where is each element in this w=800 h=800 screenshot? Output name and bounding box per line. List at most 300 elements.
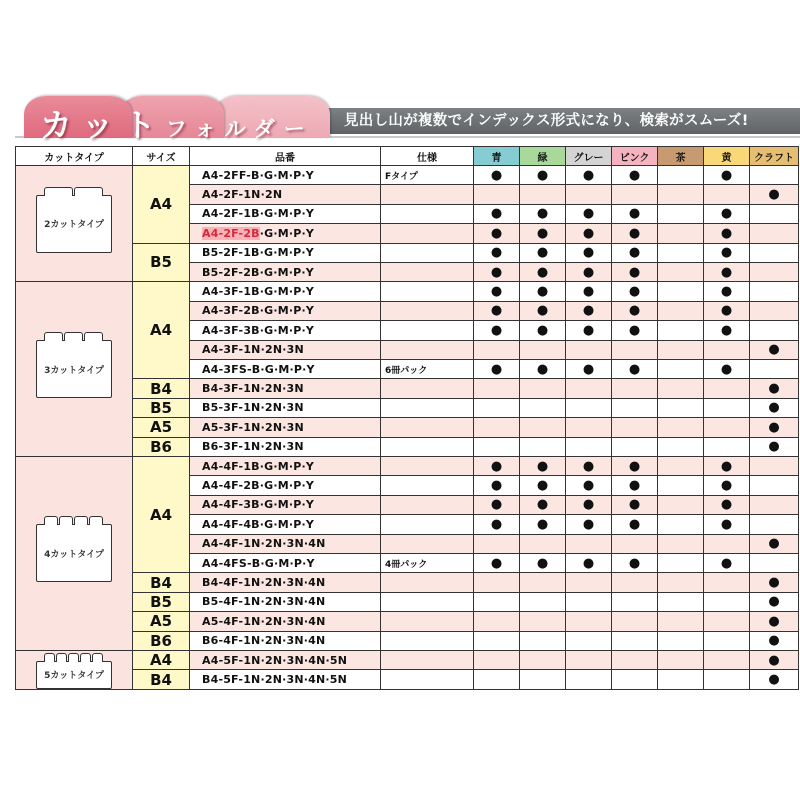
section-title-small: フォルダー <box>165 117 314 141</box>
table-row <box>190 379 799 398</box>
product-code-cell <box>190 573 381 592</box>
availability-blue <box>474 185 520 204</box>
table-row <box>190 282 799 301</box>
availability-kraft <box>750 360 799 379</box>
available-dot-icon: ● <box>720 206 733 222</box>
availability-green <box>520 632 566 651</box>
availability-pink <box>612 593 658 612</box>
folder-tab-icon <box>56 653 67 662</box>
available-dot-icon: ● <box>536 322 549 338</box>
availability-blue <box>474 360 520 379</box>
availability-yellow <box>704 321 750 340</box>
availability-blue <box>474 632 520 651</box>
product-code: A4-3F-2B·G·M·P·Y <box>202 304 315 318</box>
availability-yellow <box>704 166 750 185</box>
product-code-cell <box>190 438 381 457</box>
available-dot-icon: ● <box>628 322 641 338</box>
available-dot-icon: ● <box>582 458 595 474</box>
availability-green <box>520 379 566 398</box>
tagline: 見出し山が複数でインデックス形式になり、検索がスムーズ! <box>344 113 749 129</box>
availability-pink <box>612 418 658 437</box>
spec-cell <box>381 244 474 263</box>
availability-brown <box>658 457 704 476</box>
cut-type-label: 5カットタイプ <box>36 661 112 689</box>
available-dot-icon: ● <box>582 555 595 571</box>
cut-type-cell <box>15 282 133 457</box>
availability-kraft <box>750 515 799 534</box>
folder-tab-icon <box>44 187 73 196</box>
availability-pink <box>612 554 658 573</box>
availability-yellow <box>704 341 750 360</box>
available-dot-icon: ● <box>490 322 503 338</box>
availability-blue <box>474 418 520 437</box>
availability-gray <box>566 496 612 515</box>
header-spec: 仕様 <box>381 146 474 166</box>
availability-gray <box>566 612 612 631</box>
availability-kraft <box>750 612 799 631</box>
product-code: A4-2F-1B·G·M·P·Y <box>202 207 315 221</box>
availability-yellow <box>704 651 750 670</box>
cut-type-group <box>15 457 799 651</box>
cut-type-cell <box>15 166 133 282</box>
availability-brown <box>658 321 704 340</box>
available-dot-icon: ● <box>536 361 549 377</box>
availability-blue <box>474 341 520 360</box>
availability-gray <box>566 399 612 418</box>
available-dot-icon: ● <box>536 245 549 261</box>
availability-kraft <box>750 476 799 495</box>
section-title-big: カット <box>40 106 166 144</box>
available-dot-icon: ● <box>628 458 641 474</box>
section-title <box>40 100 314 146</box>
table-row <box>190 515 799 534</box>
product-code: A4-3F-1B·G·M·P·Y <box>202 285 315 299</box>
availability-yellow <box>704 379 750 398</box>
availability-green <box>520 612 566 631</box>
availability-kraft <box>750 632 799 651</box>
availability-pink <box>612 535 658 554</box>
available-dot-icon: ● <box>536 264 549 280</box>
spec-cell: 4冊パック <box>381 554 474 573</box>
spec-cell <box>381 341 474 360</box>
folder-tab-icon <box>44 653 55 662</box>
size-cell: A5 <box>133 612 190 631</box>
availability-gray <box>566 185 612 204</box>
availability-blue <box>474 612 520 631</box>
table-row <box>190 612 799 631</box>
availability-brown <box>658 263 704 282</box>
product-code: A4-4F-1N·2N·3N·4N <box>202 537 326 551</box>
availability-kraft <box>750 302 799 321</box>
availability-pink <box>612 360 658 379</box>
available-dot-icon: ● <box>490 264 503 280</box>
table-row <box>190 457 799 476</box>
table-row <box>190 185 799 204</box>
table-row <box>190 535 799 554</box>
available-dot-icon: ● <box>628 497 641 513</box>
product-code-cell <box>190 515 381 534</box>
product-code-cell <box>190 379 381 398</box>
availability-brown <box>658 224 704 243</box>
folder-tab-icon <box>59 516 73 525</box>
available-dot-icon: ● <box>628 206 641 222</box>
availability-blue <box>474 224 520 243</box>
availability-pink <box>612 321 658 340</box>
available-dot-icon: ● <box>536 167 549 183</box>
product-code-cell <box>190 593 381 612</box>
cut-type-group <box>15 282 799 457</box>
table-header-row <box>15 146 799 166</box>
available-dot-icon: ● <box>768 419 780 435</box>
availability-green <box>520 593 566 612</box>
available-dot-icon: ● <box>768 594 780 610</box>
availability-green <box>520 224 566 243</box>
availability-brown <box>658 166 704 185</box>
available-dot-icon: ● <box>582 303 595 319</box>
availability-blue <box>474 244 520 263</box>
availability-gray <box>566 282 612 301</box>
product-code-cell <box>190 612 381 631</box>
cut-type-cell <box>15 651 133 690</box>
availability-brown <box>658 593 704 612</box>
table-row <box>190 341 799 360</box>
header-color-green: 緑 <box>520 146 566 166</box>
availability-brown <box>658 302 704 321</box>
available-dot-icon: ● <box>536 206 549 222</box>
available-dot-icon: ● <box>582 225 595 241</box>
availability-yellow <box>704 593 750 612</box>
product-code: B5-4F-1N·2N·3N·4N <box>202 595 326 609</box>
table-row <box>190 554 799 573</box>
folder-tab-icon <box>74 187 103 196</box>
availability-kraft <box>750 651 799 670</box>
availability-green <box>520 263 566 282</box>
available-dot-icon: ● <box>768 536 780 552</box>
availability-green <box>520 457 566 476</box>
available-dot-icon: ● <box>490 167 503 183</box>
availability-pink <box>612 573 658 592</box>
available-dot-icon: ● <box>628 284 641 300</box>
availability-yellow <box>704 554 750 573</box>
available-dot-icon: ● <box>768 633 780 649</box>
availability-gray <box>566 205 612 224</box>
availability-blue <box>474 321 520 340</box>
availability-yellow <box>704 515 750 534</box>
availability-blue <box>474 438 520 457</box>
size-cell: B5 <box>133 244 190 283</box>
availability-blue <box>474 302 520 321</box>
folder-tab-icon <box>64 332 83 341</box>
folder-tab-icon <box>89 516 103 525</box>
header-size: サイズ <box>133 146 190 166</box>
product-code-cell <box>190 535 381 554</box>
availability-gray <box>566 670 612 689</box>
available-dot-icon: ● <box>490 245 503 261</box>
availability-pink <box>612 244 658 263</box>
spec-cell <box>381 379 474 398</box>
availability-yellow <box>704 185 750 204</box>
available-dot-icon: ● <box>720 478 733 494</box>
available-dot-icon: ● <box>768 342 780 358</box>
spec-cell: 6冊パック <box>381 360 474 379</box>
product-code: A4-4F-4B·G·M·P·Y <box>202 517 315 531</box>
availability-pink <box>612 379 658 398</box>
availability-yellow <box>704 496 750 515</box>
availability-pink <box>612 632 658 651</box>
product-code-cell <box>190 360 381 379</box>
availability-gray <box>566 457 612 476</box>
availability-kraft <box>750 244 799 263</box>
available-dot-icon: ● <box>582 264 595 280</box>
availability-gray <box>566 632 612 651</box>
folder-tab-icon <box>44 516 58 525</box>
table-row <box>190 593 799 612</box>
availability-blue <box>474 263 520 282</box>
availability-green <box>520 341 566 360</box>
availability-kraft <box>750 224 799 243</box>
availability-gray <box>566 573 612 592</box>
availability-green <box>520 282 566 301</box>
cut-type-label: 3カットタイプ <box>36 340 112 398</box>
availability-green <box>520 535 566 554</box>
availability-green <box>520 360 566 379</box>
available-dot-icon: ● <box>582 284 595 300</box>
folder-icon <box>36 195 112 253</box>
spec-cell <box>381 263 474 282</box>
availability-kraft <box>750 418 799 437</box>
product-code: A4-4F-3B·G·M·P·Y <box>202 498 315 512</box>
size-cell: A4 <box>133 166 190 244</box>
availability-brown <box>658 651 704 670</box>
cut-type-label: 2カットタイプ <box>36 195 112 253</box>
availability-yellow <box>704 244 750 263</box>
available-dot-icon: ● <box>768 439 780 455</box>
availability-kraft <box>750 185 799 204</box>
available-dot-icon: ● <box>720 322 733 338</box>
product-code: B5-2F-2B·G·M·P·Y <box>202 265 314 279</box>
availability-brown <box>658 438 704 457</box>
availability-yellow <box>704 632 750 651</box>
availability-pink <box>612 224 658 243</box>
size-cell: B6 <box>133 438 190 457</box>
table-row <box>190 418 799 437</box>
availability-yellow <box>704 476 750 495</box>
availability-green <box>520 573 566 592</box>
table-row <box>190 438 799 457</box>
table-row <box>190 399 799 418</box>
available-dot-icon: ● <box>720 555 733 571</box>
availability-kraft <box>750 166 799 185</box>
available-dot-icon: ● <box>720 303 733 319</box>
availability-blue <box>474 554 520 573</box>
size-cell: A4 <box>133 651 190 670</box>
folder-tab-icon <box>92 653 103 662</box>
availability-brown <box>658 632 704 651</box>
product-code: A4-2FF-B·G·M·P·Y <box>202 168 314 182</box>
availability-green <box>520 554 566 573</box>
product-code: A4-4F-1B·G·M·P·Y <box>202 459 315 473</box>
availability-blue <box>474 476 520 495</box>
available-dot-icon: ● <box>490 284 503 300</box>
availability-yellow <box>704 224 750 243</box>
table-row <box>190 573 799 592</box>
table-body <box>15 166 799 690</box>
availability-pink <box>612 496 658 515</box>
availability-green <box>520 205 566 224</box>
cut-type-cell <box>15 457 133 651</box>
spec-cell <box>381 535 474 554</box>
available-dot-icon: ● <box>490 516 503 532</box>
availability-blue <box>474 399 520 418</box>
availability-blue <box>474 379 520 398</box>
available-dot-icon: ● <box>720 516 733 532</box>
availability-kraft <box>750 535 799 554</box>
availability-gray <box>566 244 612 263</box>
available-dot-icon: ● <box>536 225 549 241</box>
spec-cell <box>381 205 474 224</box>
table-row <box>190 476 799 495</box>
availability-yellow <box>704 263 750 282</box>
availability-pink <box>612 263 658 282</box>
availability-pink <box>612 438 658 457</box>
availability-gray <box>566 379 612 398</box>
available-dot-icon: ● <box>582 206 595 222</box>
available-dot-icon: ● <box>582 167 595 183</box>
available-dot-icon: ● <box>720 284 733 300</box>
size-cell: A4 <box>133 282 190 379</box>
product-code: A4-3FS-B·G·M·P·Y <box>202 362 315 376</box>
availability-pink <box>612 205 658 224</box>
available-dot-icon: ● <box>720 225 733 241</box>
availability-gray <box>566 535 612 554</box>
spec-cell <box>381 185 474 204</box>
available-dot-icon: ● <box>490 225 503 241</box>
spec-cell <box>381 670 474 689</box>
availability-brown <box>658 282 704 301</box>
table-row <box>190 224 799 243</box>
product-code-cell <box>190 244 381 263</box>
header-color-blue: 青 <box>474 146 520 166</box>
folder-tab-icon <box>68 653 79 662</box>
availability-pink <box>612 612 658 631</box>
available-dot-icon: ● <box>720 245 733 261</box>
availability-gray <box>566 418 612 437</box>
availability-brown <box>658 515 704 534</box>
availability-blue <box>474 457 520 476</box>
product-code: B4-4F-1N·2N·3N·4N <box>202 576 326 590</box>
available-dot-icon: ● <box>768 575 780 591</box>
product-code-cell <box>190 651 381 670</box>
available-dot-icon: ● <box>628 555 641 571</box>
available-dot-icon: ● <box>536 303 549 319</box>
product-code: A4-3F-3B·G·M·P·Y <box>202 323 315 337</box>
size-cell: B4 <box>133 573 190 592</box>
availability-brown <box>658 379 704 398</box>
spec-cell <box>381 573 474 592</box>
availability-brown <box>658 496 704 515</box>
availability-pink <box>612 457 658 476</box>
product-code: A4-2F-1N·2N <box>202 188 283 202</box>
availability-brown <box>658 535 704 554</box>
available-dot-icon: ● <box>582 245 595 261</box>
folder-icon <box>36 661 112 689</box>
available-dot-icon: ● <box>536 458 549 474</box>
product-code: A4-4F-2B·G·M·P·Y <box>202 479 315 493</box>
size-cell: A4 <box>133 457 190 573</box>
available-dot-icon: ● <box>768 613 780 629</box>
product-code: B5-2F-1B·G·M·P·Y <box>202 246 314 260</box>
availability-yellow <box>704 282 750 301</box>
availability-kraft <box>750 670 799 689</box>
availability-gray <box>566 476 612 495</box>
product-code-cell <box>190 282 381 301</box>
availability-yellow <box>704 670 750 689</box>
spec-cell <box>381 515 474 534</box>
availability-brown <box>658 244 704 263</box>
availability-yellow <box>704 302 750 321</box>
header-cut-type: カットタイプ <box>15 146 133 166</box>
product-table <box>15 146 799 690</box>
availability-green <box>520 302 566 321</box>
availability-brown <box>658 670 704 689</box>
product-code-cell <box>190 554 381 573</box>
availability-brown <box>658 418 704 437</box>
table-row <box>190 302 799 321</box>
product-code: B4-5F-1N·2N·3N·4N·5N <box>202 673 348 687</box>
availability-kraft <box>750 457 799 476</box>
availability-kraft <box>750 496 799 515</box>
table-row <box>190 263 799 282</box>
availability-yellow <box>704 457 750 476</box>
available-dot-icon: ● <box>628 225 641 241</box>
availability-brown <box>658 360 704 379</box>
spec-cell <box>381 612 474 631</box>
availability-blue <box>474 515 520 534</box>
size-cell: A5 <box>133 418 190 437</box>
size-cell: B4 <box>133 670 190 689</box>
available-dot-icon: ● <box>628 245 641 261</box>
spec-cell <box>381 224 474 243</box>
size-cell: B5 <box>133 399 190 418</box>
available-dot-icon: ● <box>490 478 503 494</box>
availability-kraft <box>750 263 799 282</box>
product-code-cell <box>190 263 381 282</box>
header-product-code: 品番 <box>190 146 381 166</box>
cut-type-label: 4カットタイプ <box>36 524 112 582</box>
availability-blue <box>474 651 520 670</box>
available-dot-icon: ● <box>536 497 549 513</box>
availability-brown <box>658 185 704 204</box>
folder-tab-icon <box>80 653 91 662</box>
available-dot-icon: ● <box>536 555 549 571</box>
available-dot-icon: ● <box>536 284 549 300</box>
product-code-cell <box>190 418 381 437</box>
highlighted-code: A4-2F-2B <box>202 226 260 240</box>
availability-kraft <box>750 341 799 360</box>
size-cell: B4 <box>133 379 190 398</box>
availability-yellow <box>704 535 750 554</box>
product-code-cell <box>190 321 381 340</box>
availability-green <box>520 321 566 340</box>
product-code-cell <box>190 302 381 321</box>
available-dot-icon: ● <box>490 555 503 571</box>
available-dot-icon: ● <box>768 652 780 668</box>
table-row <box>190 321 799 340</box>
section-banner <box>0 92 800 144</box>
available-dot-icon: ● <box>582 516 595 532</box>
available-dot-icon: ● <box>490 361 503 377</box>
product-code-cell <box>190 457 381 476</box>
